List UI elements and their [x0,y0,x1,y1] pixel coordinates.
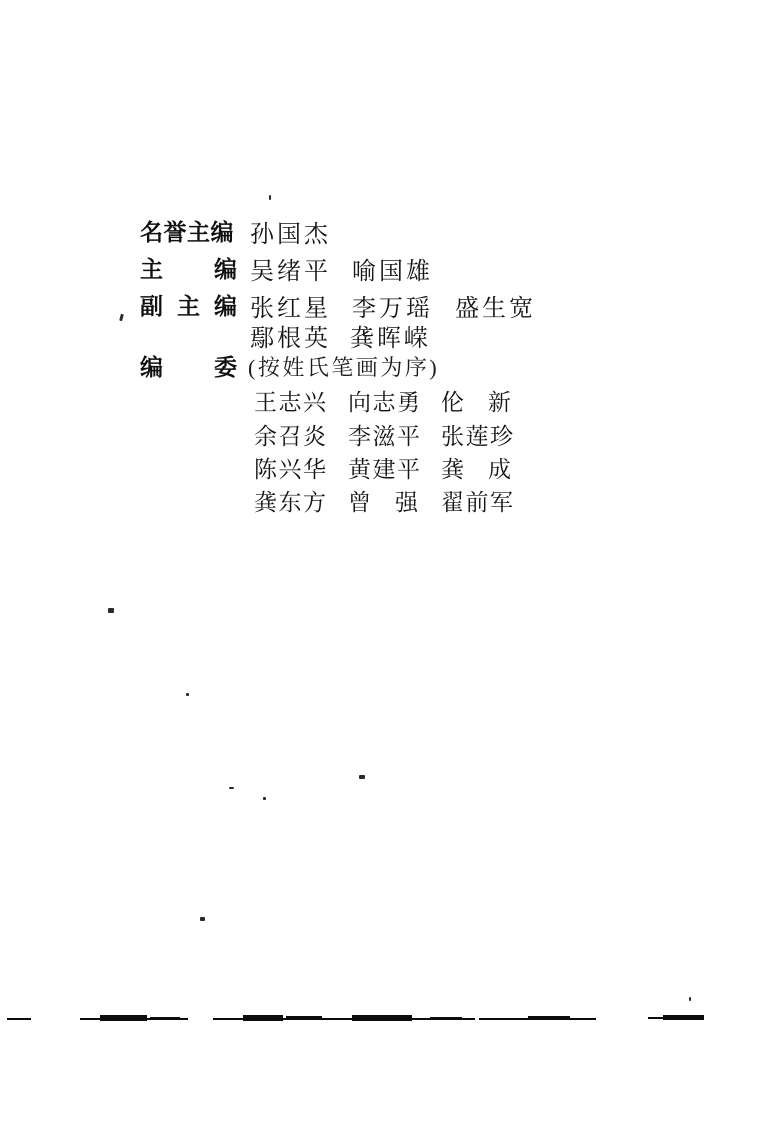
page-edge-line-segment [150,1017,180,1020]
board-member-name-char: 伦 [441,390,464,415]
page-edge-line-segment [286,1016,322,1020]
scan-speck [186,693,189,696]
page-edge-line-segment [243,1015,283,1021]
honorary-editor-label: 名誉主编 [140,219,234,245]
scan-speck [108,608,114,613]
editorial-board-label-char: 委 [214,354,237,380]
chief-editor-label [140,251,237,284]
board-member-name: 龚东方 [254,490,328,515]
chief-editor-name: 喻国雄 [352,259,433,285]
scan-speck [689,997,691,1001]
board-member-name: 黄建平 [348,457,422,482]
chief-editor-label-char: 主 [140,256,163,282]
chief-editor-name: 吴绪平 [250,259,331,285]
deputy-editor-name: 张红星 [250,296,331,322]
board-member-name-char: 成 [488,457,511,482]
editorial-board-label-char: 编 [140,354,163,380]
board-member-name: 陈兴华 [254,457,328,482]
deputy-editor-name: 盛生宽 [455,296,536,322]
board-member-name [441,451,511,484]
board-member-name: 翟前军 [441,490,515,515]
scan-speck [229,787,234,789]
board-member-name: 李滋平 [348,424,422,449]
board-member-name-char: 龚 [441,457,464,482]
board-member-name-char: 强 [395,490,418,515]
editorial-board-label [140,349,237,382]
page-edge-line-segment [100,1015,147,1021]
board-member-name [441,384,511,417]
page-edge-line-segment [528,1016,570,1020]
honorary-editor-name: 孙国杰 [250,222,331,248]
deputy-editor-name: 龚晖嵘 [350,326,431,352]
board-member-name: 余召炎 [254,424,328,449]
scan-speck [359,775,365,779]
page-edge-line-segment [7,1018,31,1020]
board-member-name [348,484,418,517]
scan-speck [119,314,124,322]
board-member-name: 张莲珍 [441,424,515,449]
page-edge-line-segment [352,1015,412,1021]
deputy-editor-label-char: 副 [140,293,163,319]
scan-speck [269,195,271,200]
deputy-editor-label [140,288,237,321]
board-member-name: 向志勇 [348,390,422,415]
deputy-editor-label-char: 主 [177,293,200,319]
deputy-editor-name: 鄢根英 [250,326,331,352]
chief-editor-label-char: 编 [214,256,237,282]
board-member-name-char: 新 [488,390,511,415]
board-member-name: 王志兴 [254,390,328,415]
deputy-editor-label-char: 编 [214,293,237,319]
board-member-name-char: 曾 [348,490,371,515]
page-edge-line-segment [663,1015,704,1020]
scan-speck [200,917,205,921]
page-edge-line-segment [430,1017,462,1020]
deputy-editor-name: 李万瑶 [352,296,433,322]
board-sort-note: (按姓氏笔画为序) [248,355,440,380]
scan-speck [263,797,266,800]
